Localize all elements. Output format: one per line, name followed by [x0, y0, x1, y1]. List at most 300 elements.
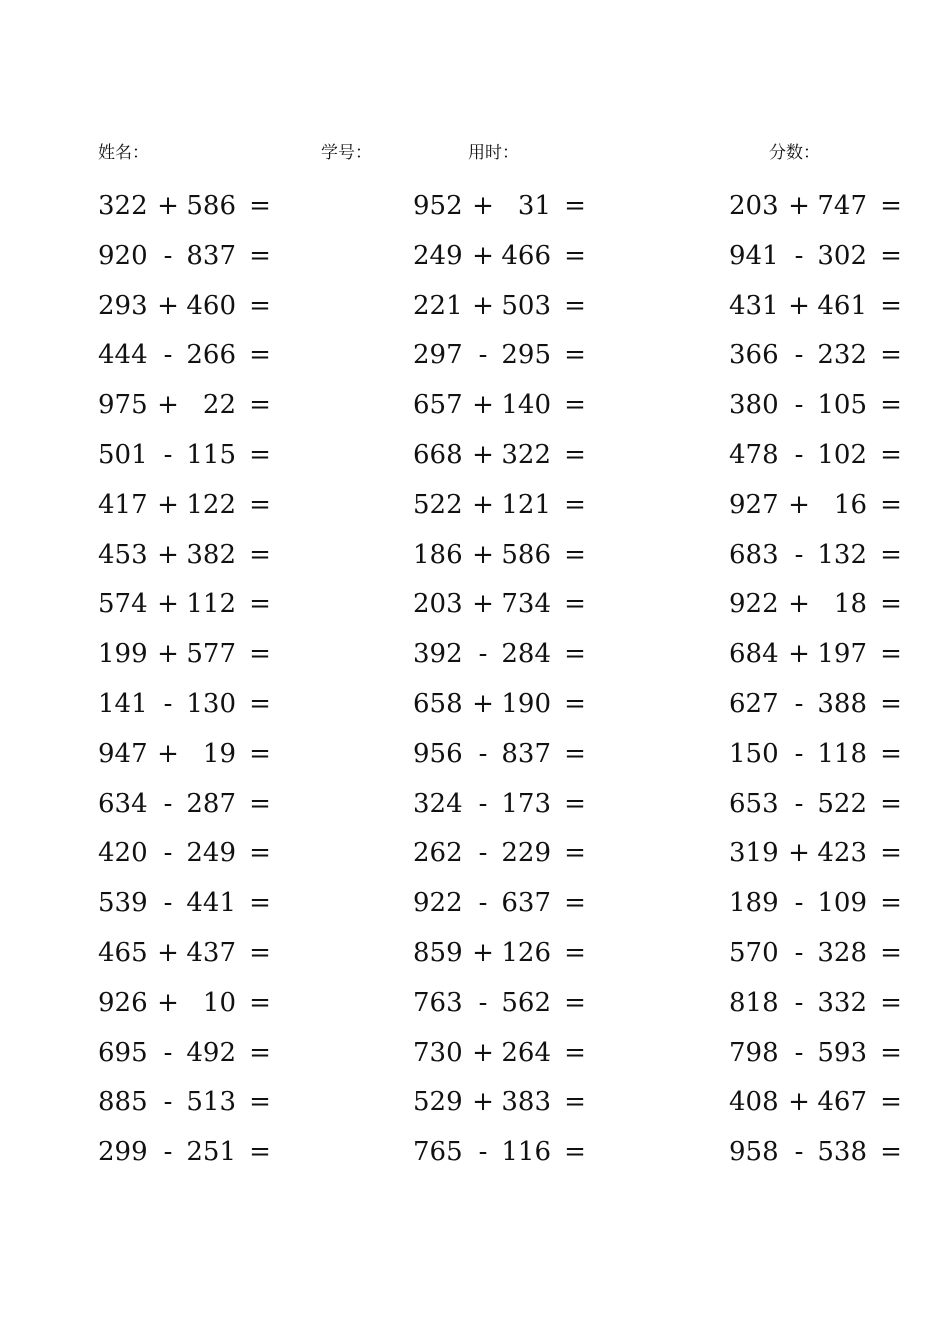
operator: -	[163, 240, 173, 271]
first-operand: 299	[98, 1137, 148, 1168]
equals-sign: =	[880, 788, 902, 819]
problem-row	[98, 780, 318, 830]
first-operand: 186	[413, 539, 463, 570]
problem-row	[98, 879, 318, 929]
equals-sign: =	[249, 838, 271, 869]
first-operand: 798	[729, 1037, 779, 1068]
operator: -	[794, 888, 804, 919]
second-operand: 18	[833, 589, 867, 620]
equals-sign: =	[564, 1137, 586, 1168]
problem-row	[413, 481, 633, 531]
second-operand: 837	[186, 240, 236, 271]
second-operand: 637	[501, 888, 551, 919]
second-operand: 284	[501, 639, 551, 670]
equals-sign: =	[249, 489, 271, 520]
equals-sign: =	[564, 738, 586, 769]
first-operand: 765	[413, 1137, 463, 1168]
operator: -	[794, 937, 804, 968]
first-operand: 203	[413, 589, 463, 620]
problem-row	[729, 829, 949, 879]
operator: -	[794, 539, 804, 570]
first-operand: 730	[413, 1037, 463, 1068]
equals-sign: =	[880, 489, 902, 520]
second-operand: 437	[186, 937, 236, 968]
equals-sign: =	[564, 688, 586, 719]
second-operand: 232	[817, 340, 867, 371]
first-operand: 522	[413, 489, 463, 520]
operator: +	[157, 390, 179, 421]
problem-row	[98, 331, 318, 381]
operator: -	[794, 738, 804, 769]
operator: +	[157, 639, 179, 670]
equals-sign: =	[880, 240, 902, 271]
first-operand: 818	[729, 987, 779, 1018]
problem-row	[413, 630, 633, 680]
first-operand: 420	[98, 838, 148, 869]
first-operand: 922	[413, 888, 463, 919]
problem-row	[413, 1078, 633, 1128]
problem-row	[729, 1078, 949, 1128]
operator: -	[794, 987, 804, 1018]
equals-sign: =	[880, 888, 902, 919]
second-operand: 251	[186, 1137, 236, 1168]
second-operand: 593	[817, 1037, 867, 1068]
second-operand: 19	[202, 738, 236, 769]
problem-row	[729, 730, 949, 780]
first-operand: 941	[729, 240, 779, 271]
second-operand: 466	[501, 240, 551, 271]
equals-sign: =	[249, 539, 271, 570]
first-operand: 570	[729, 937, 779, 968]
equals-sign: =	[249, 290, 271, 321]
first-operand: 529	[413, 1087, 463, 1118]
second-operand: 503	[501, 290, 551, 321]
equals-sign: =	[564, 987, 586, 1018]
problem-row	[729, 481, 949, 531]
operator: -	[478, 1137, 488, 1168]
equals-sign: =	[880, 290, 902, 321]
equals-sign: =	[249, 390, 271, 421]
equals-sign: =	[249, 788, 271, 819]
second-operand: 190	[501, 688, 551, 719]
second-operand: 586	[501, 539, 551, 570]
second-operand: 734	[501, 589, 551, 620]
first-operand: 324	[413, 788, 463, 819]
first-operand: 859	[413, 937, 463, 968]
first-operand: 763	[413, 987, 463, 1018]
second-operand: 22	[202, 390, 236, 421]
student-id-label: 学号：	[321, 143, 372, 163]
problem-row	[98, 182, 318, 232]
first-operand: 203	[729, 191, 779, 221]
time-used-label: 用时：	[468, 143, 519, 163]
problem-row	[413, 431, 633, 481]
second-operand: 441	[186, 888, 236, 919]
second-operand: 577	[186, 639, 236, 670]
second-operand: 382	[186, 539, 236, 570]
equals-sign: =	[249, 688, 271, 719]
operator: -	[163, 340, 173, 371]
first-operand: 627	[729, 688, 779, 719]
operator: +	[788, 589, 810, 620]
first-operand: 392	[413, 639, 463, 670]
problem-row	[98, 431, 318, 481]
first-operand: 885	[98, 1087, 148, 1118]
second-operand: 266	[186, 340, 236, 371]
second-operand: 173	[501, 788, 551, 819]
operator: -	[163, 838, 173, 869]
problem-row	[729, 580, 949, 630]
first-operand: 952	[413, 191, 463, 221]
second-operand: 287	[186, 788, 236, 819]
first-operand: 262	[413, 838, 463, 869]
problem-row	[98, 381, 318, 431]
first-operand: 574	[98, 589, 148, 620]
equals-sign: =	[249, 240, 271, 271]
first-operand: 431	[729, 290, 779, 321]
second-operand: 538	[817, 1137, 867, 1168]
second-operand: 492	[186, 1037, 236, 1068]
equals-sign: =	[880, 390, 902, 421]
operator: -	[794, 439, 804, 470]
operator: +	[472, 589, 494, 620]
second-operand: 126	[501, 937, 551, 968]
operator: +	[472, 439, 494, 470]
first-operand: 199	[98, 639, 148, 670]
first-operand: 658	[413, 688, 463, 719]
operator: +	[157, 191, 179, 221]
equals-sign: =	[880, 1037, 902, 1068]
name-label: 姓名：	[98, 143, 149, 163]
equals-sign: =	[564, 589, 586, 620]
problem-row	[413, 829, 633, 879]
first-operand: 501	[98, 439, 148, 470]
second-operand: 122	[186, 489, 236, 520]
second-operand: 461	[817, 290, 867, 321]
first-operand: 297	[413, 340, 463, 371]
problem-row	[729, 1029, 949, 1079]
second-operand: 16	[833, 489, 867, 520]
problem-row	[413, 929, 633, 979]
second-operand: 332	[817, 987, 867, 1018]
problem-row	[413, 381, 633, 431]
second-operand: 118	[817, 738, 867, 769]
equals-sign: =	[564, 539, 586, 570]
operator: -	[794, 240, 804, 271]
problem-row	[413, 232, 633, 282]
problem-row	[98, 1029, 318, 1079]
operator: -	[163, 1037, 173, 1068]
equals-sign: =	[564, 838, 586, 869]
problem-row	[729, 630, 949, 680]
equals-sign: =	[880, 738, 902, 769]
second-operand: 31	[517, 191, 551, 221]
first-operand: 684	[729, 639, 779, 670]
operator: -	[794, 788, 804, 819]
second-operand: 467	[817, 1087, 867, 1118]
equals-sign: =	[880, 589, 902, 620]
second-operand: 513	[186, 1087, 236, 1118]
first-operand: 319	[729, 838, 779, 869]
equals-sign: =	[564, 1037, 586, 1068]
operator: -	[794, 1137, 804, 1168]
first-operand: 975	[98, 390, 148, 421]
first-operand: 634	[98, 788, 148, 819]
first-operand: 322	[98, 191, 148, 221]
operator: -	[794, 1037, 804, 1068]
problem-row	[729, 182, 949, 232]
problem-row	[729, 780, 949, 830]
second-operand: 140	[501, 390, 551, 421]
second-operand: 586	[186, 191, 236, 221]
operator: +	[472, 688, 494, 719]
first-operand: 927	[729, 489, 779, 520]
operator: -	[478, 987, 488, 1018]
equals-sign: =	[564, 439, 586, 470]
first-operand: 683	[729, 539, 779, 570]
problem-row	[98, 680, 318, 730]
problem-row	[413, 879, 633, 929]
problem-row	[98, 481, 318, 531]
problem-row	[729, 680, 949, 730]
first-operand: 380	[729, 390, 779, 421]
problem-row	[98, 1078, 318, 1128]
second-operand: 388	[817, 688, 867, 719]
problem-row	[98, 531, 318, 581]
operator: +	[788, 639, 810, 670]
equals-sign: =	[564, 340, 586, 371]
equals-sign: =	[249, 589, 271, 620]
equals-sign: =	[249, 340, 271, 371]
second-operand: 522	[817, 788, 867, 819]
problem-row	[729, 531, 949, 581]
first-operand: 453	[98, 539, 148, 570]
operator: +	[157, 738, 179, 769]
problem-row	[413, 331, 633, 381]
second-operand: 229	[501, 838, 551, 869]
first-operand: 926	[98, 987, 148, 1018]
problem-row	[729, 331, 949, 381]
problem-row	[98, 630, 318, 680]
first-operand: 417	[98, 489, 148, 520]
first-operand: 956	[413, 738, 463, 769]
score-label: 分数：	[769, 143, 820, 163]
first-operand: 293	[98, 290, 148, 321]
problem-row	[729, 431, 949, 481]
first-operand: 189	[729, 888, 779, 919]
operator: -	[794, 390, 804, 421]
problem-row	[98, 282, 318, 332]
second-operand: 197	[817, 639, 867, 670]
equals-sign: =	[880, 639, 902, 670]
problem-column-2	[413, 182, 633, 1178]
operator: +	[157, 589, 179, 620]
problem-row	[413, 730, 633, 780]
equals-sign: =	[880, 838, 902, 869]
operator: -	[478, 788, 488, 819]
operator: +	[472, 1087, 494, 1118]
equals-sign: =	[880, 937, 902, 968]
equals-sign: =	[249, 987, 271, 1018]
equals-sign: =	[564, 639, 586, 670]
first-operand: 695	[98, 1037, 148, 1068]
problem-row	[729, 1128, 949, 1178]
operator: +	[157, 539, 179, 570]
first-operand: 668	[413, 439, 463, 470]
equals-sign: =	[880, 439, 902, 470]
operator: +	[788, 489, 810, 520]
second-operand: 115	[186, 439, 236, 470]
problem-row	[729, 282, 949, 332]
problem-row	[729, 232, 949, 282]
worksheet-header	[0, 138, 950, 162]
problem-row	[98, 232, 318, 282]
second-operand: 249	[186, 838, 236, 869]
first-operand: 366	[729, 340, 779, 371]
first-operand: 141	[98, 688, 148, 719]
problem-row	[413, 979, 633, 1029]
operator: +	[788, 838, 810, 869]
second-operand: 10	[202, 987, 236, 1018]
operator: -	[794, 688, 804, 719]
first-operand: 465	[98, 937, 148, 968]
equals-sign: =	[564, 489, 586, 520]
problem-row	[98, 829, 318, 879]
operator: +	[157, 987, 179, 1018]
first-operand: 657	[413, 390, 463, 421]
problem-row	[413, 531, 633, 581]
first-operand: 478	[729, 439, 779, 470]
first-operand: 920	[98, 240, 148, 271]
second-operand: 105	[817, 390, 867, 421]
operator: +	[788, 290, 810, 321]
operator: -	[478, 639, 488, 670]
equals-sign: =	[564, 1087, 586, 1118]
second-operand: 383	[501, 1087, 551, 1118]
equals-sign: =	[880, 688, 902, 719]
problem-row	[413, 182, 633, 232]
operator: +	[472, 1037, 494, 1068]
operator: +	[472, 539, 494, 570]
second-operand: 302	[817, 240, 867, 271]
equals-sign: =	[249, 639, 271, 670]
equals-sign: =	[564, 888, 586, 919]
first-operand: 653	[729, 788, 779, 819]
equals-sign: =	[564, 390, 586, 421]
second-operand: 328	[817, 937, 867, 968]
problem-row	[413, 580, 633, 630]
problem-row	[98, 730, 318, 780]
equals-sign: =	[249, 1087, 271, 1118]
second-operand: 121	[501, 489, 551, 520]
first-operand: 539	[98, 888, 148, 919]
equals-sign: =	[880, 539, 902, 570]
second-operand: 132	[817, 539, 867, 570]
second-operand: 747	[817, 191, 867, 221]
first-operand: 221	[413, 290, 463, 321]
first-operand: 922	[729, 589, 779, 620]
equals-sign: =	[880, 1087, 902, 1118]
equals-sign: =	[249, 439, 271, 470]
problem-row	[413, 780, 633, 830]
operator: +	[157, 290, 179, 321]
equals-sign: =	[249, 738, 271, 769]
first-operand: 958	[729, 1137, 779, 1168]
equals-sign: =	[249, 888, 271, 919]
operator: +	[472, 240, 494, 271]
operator: -	[478, 838, 488, 869]
second-operand: 109	[817, 888, 867, 919]
second-operand: 460	[186, 290, 236, 321]
operator: -	[163, 1087, 173, 1118]
operator: -	[163, 888, 173, 919]
equals-sign: =	[564, 191, 586, 221]
equals-sign: =	[564, 788, 586, 819]
second-operand: 295	[501, 340, 551, 371]
problem-row	[729, 879, 949, 929]
second-operand: 837	[501, 738, 551, 769]
equals-sign: =	[880, 987, 902, 1018]
problem-row	[729, 381, 949, 431]
equals-sign: =	[880, 191, 902, 221]
operator: -	[794, 340, 804, 371]
second-operand: 562	[501, 987, 551, 1018]
equals-sign: =	[880, 1137, 902, 1168]
problem-row	[729, 929, 949, 979]
problem-row	[98, 1128, 318, 1178]
problem-row	[413, 680, 633, 730]
operator: +	[788, 191, 810, 221]
equals-sign: =	[564, 937, 586, 968]
problem-row	[413, 1029, 633, 1079]
operator: +	[472, 191, 494, 221]
second-operand: 264	[501, 1037, 551, 1068]
operator: -	[163, 439, 173, 470]
problem-row	[413, 1128, 633, 1178]
operator: +	[788, 1087, 810, 1118]
problem-row	[98, 580, 318, 630]
operator: +	[472, 489, 494, 520]
operator: +	[157, 489, 179, 520]
operator: -	[478, 738, 488, 769]
first-operand: 150	[729, 738, 779, 769]
operator: -	[478, 340, 488, 371]
equals-sign: =	[249, 1037, 271, 1068]
operator: -	[163, 1137, 173, 1168]
second-operand: 116	[501, 1137, 551, 1168]
first-operand: 249	[413, 240, 463, 271]
problem-row	[413, 282, 633, 332]
operator: -	[163, 788, 173, 819]
problem-row	[729, 979, 949, 1029]
first-operand: 444	[98, 340, 148, 371]
equals-sign: =	[880, 340, 902, 371]
second-operand: 423	[817, 838, 867, 869]
operator: -	[163, 688, 173, 719]
second-operand: 102	[817, 439, 867, 470]
problem-column-3	[729, 182, 949, 1178]
equals-sign: =	[564, 290, 586, 321]
operator: -	[478, 888, 488, 919]
problem-row	[98, 929, 318, 979]
second-operand: 322	[501, 439, 551, 470]
operator: +	[472, 390, 494, 421]
first-operand: 947	[98, 738, 148, 769]
second-operand: 112	[186, 589, 236, 620]
equals-sign: =	[249, 1137, 271, 1168]
second-operand: 130	[186, 688, 236, 719]
equals-sign: =	[249, 191, 271, 221]
